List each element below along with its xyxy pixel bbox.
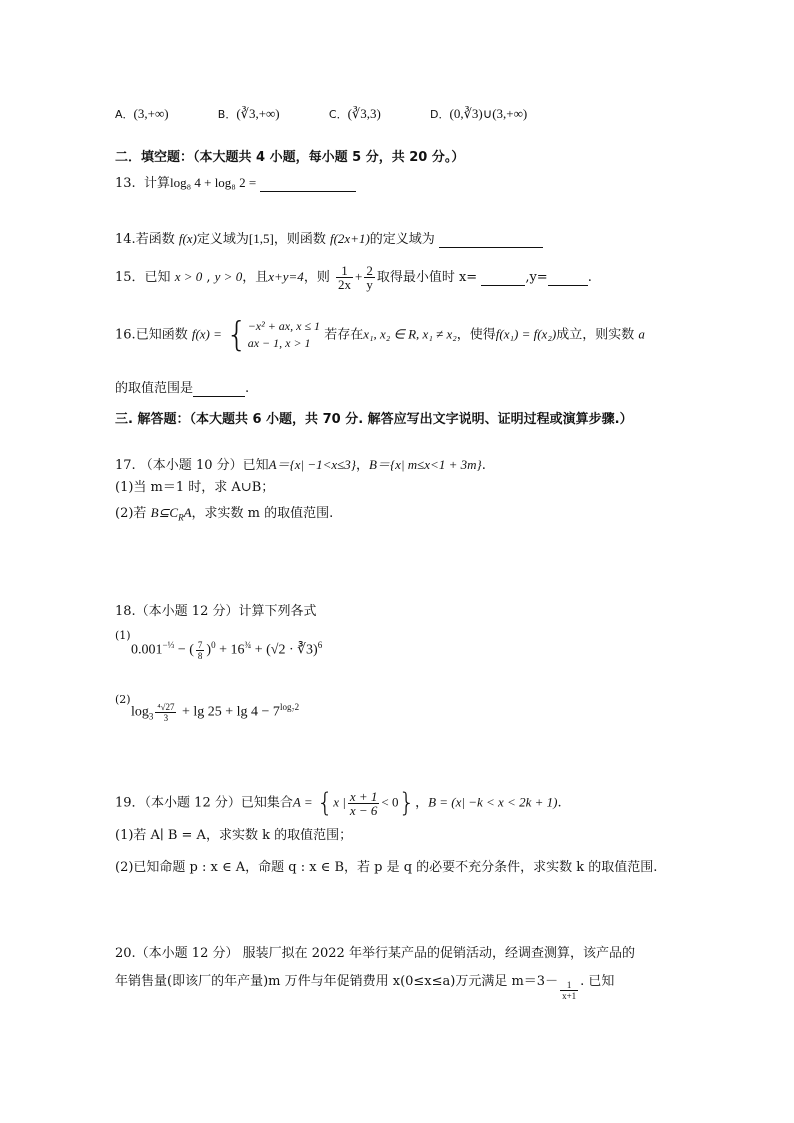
question-18-part-2-expr: $\log_3$ $\frac{\text{⁴√27}}{3}$ + $\lg 25 + \lg 4 - 7^{log_72}$ bbox=[131, 702, 300, 723]
choice-b: B．(∛3,+∞) bbox=[217, 106, 280, 121]
question-15: 15．已知 x > 0 , y > 0，且x+y=4，则 $\frac{1}{2x}$ + $\frac{2}{y}$ 取得最小值时 x= ,y= . bbox=[115, 263, 592, 292]
question-18-part-1-expr: $0.001^{-\frac{1}{3}}$ − ( $\frac{7}{8}$ )$^0 + 16^{\frac{3}{4}} + (√2$ · ∛3)$^6$ bbox=[131, 640, 323, 661]
choice-d: D．(0,∛3)∪(3,+∞) bbox=[430, 106, 528, 121]
question-14: 14.若函数 f(x)定义域为[1,5]，则函数 f(2x+1)的定义域为 bbox=[115, 228, 543, 248]
answer-blank bbox=[193, 381, 245, 397]
question-18: 18.（本小题 12 分）计算下列各式 bbox=[115, 604, 317, 619]
question-17-part-2: (2)若 $B⊆C_RA$，求实数 m 的取值范围. bbox=[115, 505, 334, 523]
question-16: 16.已知函数 f(x) = { −x² + ax, x ≤ 1 ax − 1, x > 1 若存在x₁, x₂ ∈ R, x₁ ≠ x₂，使得f(x₁) = f(x₂)成立，则实数 a bbox=[115, 315, 645, 355]
set-brace-left: { bbox=[316, 788, 334, 818]
fraction-2-over-y: $\frac{2}{y}$ bbox=[366, 263, 373, 292]
fraction-1-over-x-plus-1: $\frac{1}{x+1}$ bbox=[562, 980, 577, 1001]
fraction-1-over-2x: $\frac{1}{2x}$ bbox=[337, 263, 351, 292]
fraction-root27-over-3: $\frac{\text{⁴√27}}{3}$ bbox=[157, 702, 175, 723]
fraction-set-a: $\frac{x + 1}{x - 6}$ bbox=[349, 788, 378, 818]
question-19-part-1: (1)若 A∣ B = A，求实数 k 的取值范围； bbox=[115, 828, 353, 843]
question-18-part-1-label: (1) bbox=[115, 629, 131, 642]
question-20-line-2: 年销售量(即该厂的年产量)m 万件与年促销费用 x(0≤x≤a)万元满足 m＝3－ $\frac{1}{x+1}$ . 已知 bbox=[115, 974, 615, 1001]
answer-blank bbox=[260, 176, 356, 192]
question-13: 13. 计算log₈ 4 + log₈ 2 = bbox=[115, 172, 356, 192]
answer-blank-y bbox=[548, 270, 588, 286]
question-16-cont: 的取值范围是 . bbox=[115, 381, 250, 396]
question-17-part-1: (1)当 m＝1 时，求 A∪B； bbox=[115, 480, 275, 495]
question-19: 19．（本小题 12 分）已知集合A = {x | $\frac{x + 1}{x - 6}$ < 0}，B = (x| −k < x < 2k + 1). bbox=[115, 788, 562, 818]
choice-a: A．(3,+∞) bbox=[115, 106, 169, 121]
answer-blank-x bbox=[481, 270, 525, 286]
choice-c: C．(∛3,3) bbox=[328, 106, 381, 121]
question-18-part-2-label: (2) bbox=[115, 693, 131, 706]
fraction-7-over-8: $\frac{7}{8}$ bbox=[197, 640, 203, 661]
section-2-heading: 二．填空题：（本大题共 4 小题，每小题 5 分，共 20 分。） bbox=[115, 150, 465, 165]
piecewise-brace: { bbox=[226, 315, 248, 355]
question-17: 17. （本小题 10 分）已知A＝{x| −1<x≤3}，B＝{x| m≤x<1 + 3m}. bbox=[115, 457, 486, 473]
choice-row bbox=[115, 106, 573, 122]
set-brace-right: } bbox=[398, 788, 416, 818]
answer-blank bbox=[439, 232, 543, 248]
piecewise-cases: −x² + ax, x ≤ 1 ax − 1, x > 1 bbox=[247, 319, 321, 350]
question-20: 20.（本小题 12 分） 服装厂拟在 2022 年举行某产品的促销活动，经调查测算，该产品的 bbox=[115, 946, 635, 961]
question-19-part-2: (2)已知命题 p : x ∈ A，命题 q : x ∈ B，若 p 是 q 的必要不充分条件，求实数 k 的取值范围. bbox=[115, 860, 658, 875]
section-3-heading: 三. 解答题：（本大题共 6 小题，共 70 分. 解答应写出文字说明、证明过程或演算步骤.） bbox=[115, 412, 633, 427]
